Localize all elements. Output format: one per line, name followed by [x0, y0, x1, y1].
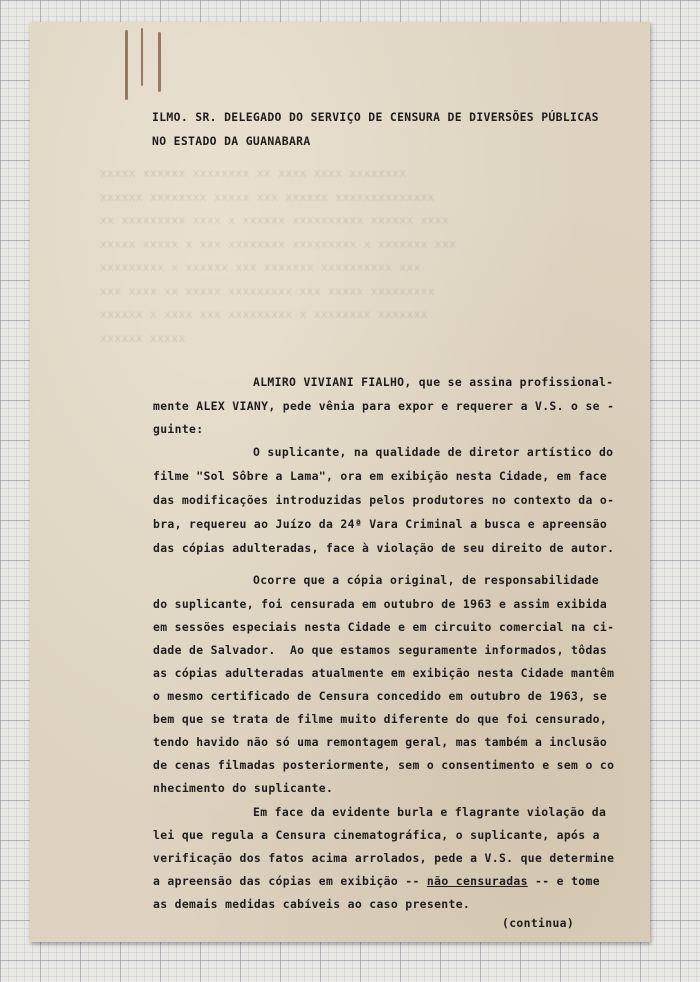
text-segment: -- e tome [527, 874, 600, 888]
paragraph-line: em sessões especiais nesta Cidade e em circuito comercial na ci- [153, 620, 615, 634]
paragraph-line: as demais medidas cabíveis ao caso presente. [153, 897, 471, 911]
paragraph-line: Em face da evidente burla e flagrante violação da [253, 805, 607, 819]
paragraph-line: das cópias adulteradas, face à violação de seu direito de autor. [153, 541, 615, 555]
reverse-side-bleed-through: xxxxx xxxxxx xxxxxxxx xx xxxx xxxx xxxxxxxx xxxxxx xxxxxxxx xxxxx xxx xxxxxx xxxxxxxxxxxxxx xx xxxxxxxxx xxxx x xxxxxx xxxxxxxxxx xxxxxx xxxx xxxxx xxxxx x xxx xxxxxxxx xxxxxxxxx x xxxxxxx xxx xxxxxxxxx x xxxxxx xxx xxxxxxx xxxxxxxxxx xxx xxx xxxx xx xxxxx xxxxxxxxx xxx xxxxx xxxxxxxxx xxxxxx x xxxx xxx xxxxxxxxx x xxxxxxxx xxxxxxx xxxxxx xxxxx [100, 166, 457, 345]
continua-note: (continua) [502, 916, 575, 930]
paragraph-line: as cópias adulteradas atualmente em exibição nesta Cidade mantêm [153, 666, 615, 680]
paragraph-line: O suplicante, na qualidade de diretor artístico do [253, 445, 614, 459]
paragraph-line: de cenas filmadas posteriormente, sem o consentimento e sem o co [153, 758, 615, 772]
paragraph-line: lei que regula a Censura cinematográfica, o suplicante, após a [153, 828, 600, 842]
intro-line: mente ALEX VIANY, pede vênia para expor e requerer a V.S. o se - [153, 399, 615, 413]
intro-line: guinte: [153, 422, 204, 436]
heading-line: ILMO. SR. DELEGADO DO SERVIÇO DE CENSURA DE DIVERSÕES PÚBLICAS [152, 110, 599, 124]
paragraph-line: Ocorre que a cópia original, de responsabilidade [253, 573, 599, 587]
paragraph-line [153, 874, 600, 888]
paragraph-line: filme "Sol Sôbre a Lama", ora em exibição nesta Cidade, em face [153, 469, 608, 483]
heading-line: NO ESTADO DA GUANABARA [152, 134, 311, 148]
paragraph-line: nhecimento do suplicante. [153, 781, 334, 795]
document-page [30, 22, 650, 942]
paragraph-line: bem que se trata de filme muito diferente do que foi censurado, [153, 712, 608, 726]
paragraph-line: tendo havido não só uma remontagem geral, mas também a inclusão [153, 735, 608, 749]
paragraph-line: o mesmo certificado de Censura concedido em outubro de 1963, se [153, 689, 608, 703]
text-segment: a apreensão das cópias em exibição -- [153, 874, 427, 888]
paragraph-line: bra, requereu ao Juízo da 24ª Vara Criminal a busca e apreensão [153, 517, 608, 531]
typed-text [30, 22, 650, 942]
paragraph-line: dade de Salvador. Ao que estamos seguramente informados, tôdas [153, 643, 608, 657]
paragraph-line: do suplicante, foi censurada em outubro de 1963 e assim exibida [153, 597, 608, 611]
intro-line: ALMIRO VIVIANI FIALHO, que se assina profissional- [253, 375, 614, 389]
paragraph-line: verificação dos fatos acima arrolados, pede a V.S. que determine [153, 851, 615, 865]
underlined-text: não censuradas [426, 874, 528, 888]
paragraph-line: das modificações introduzidas pelos produtores no contexto da o- [153, 493, 615, 507]
